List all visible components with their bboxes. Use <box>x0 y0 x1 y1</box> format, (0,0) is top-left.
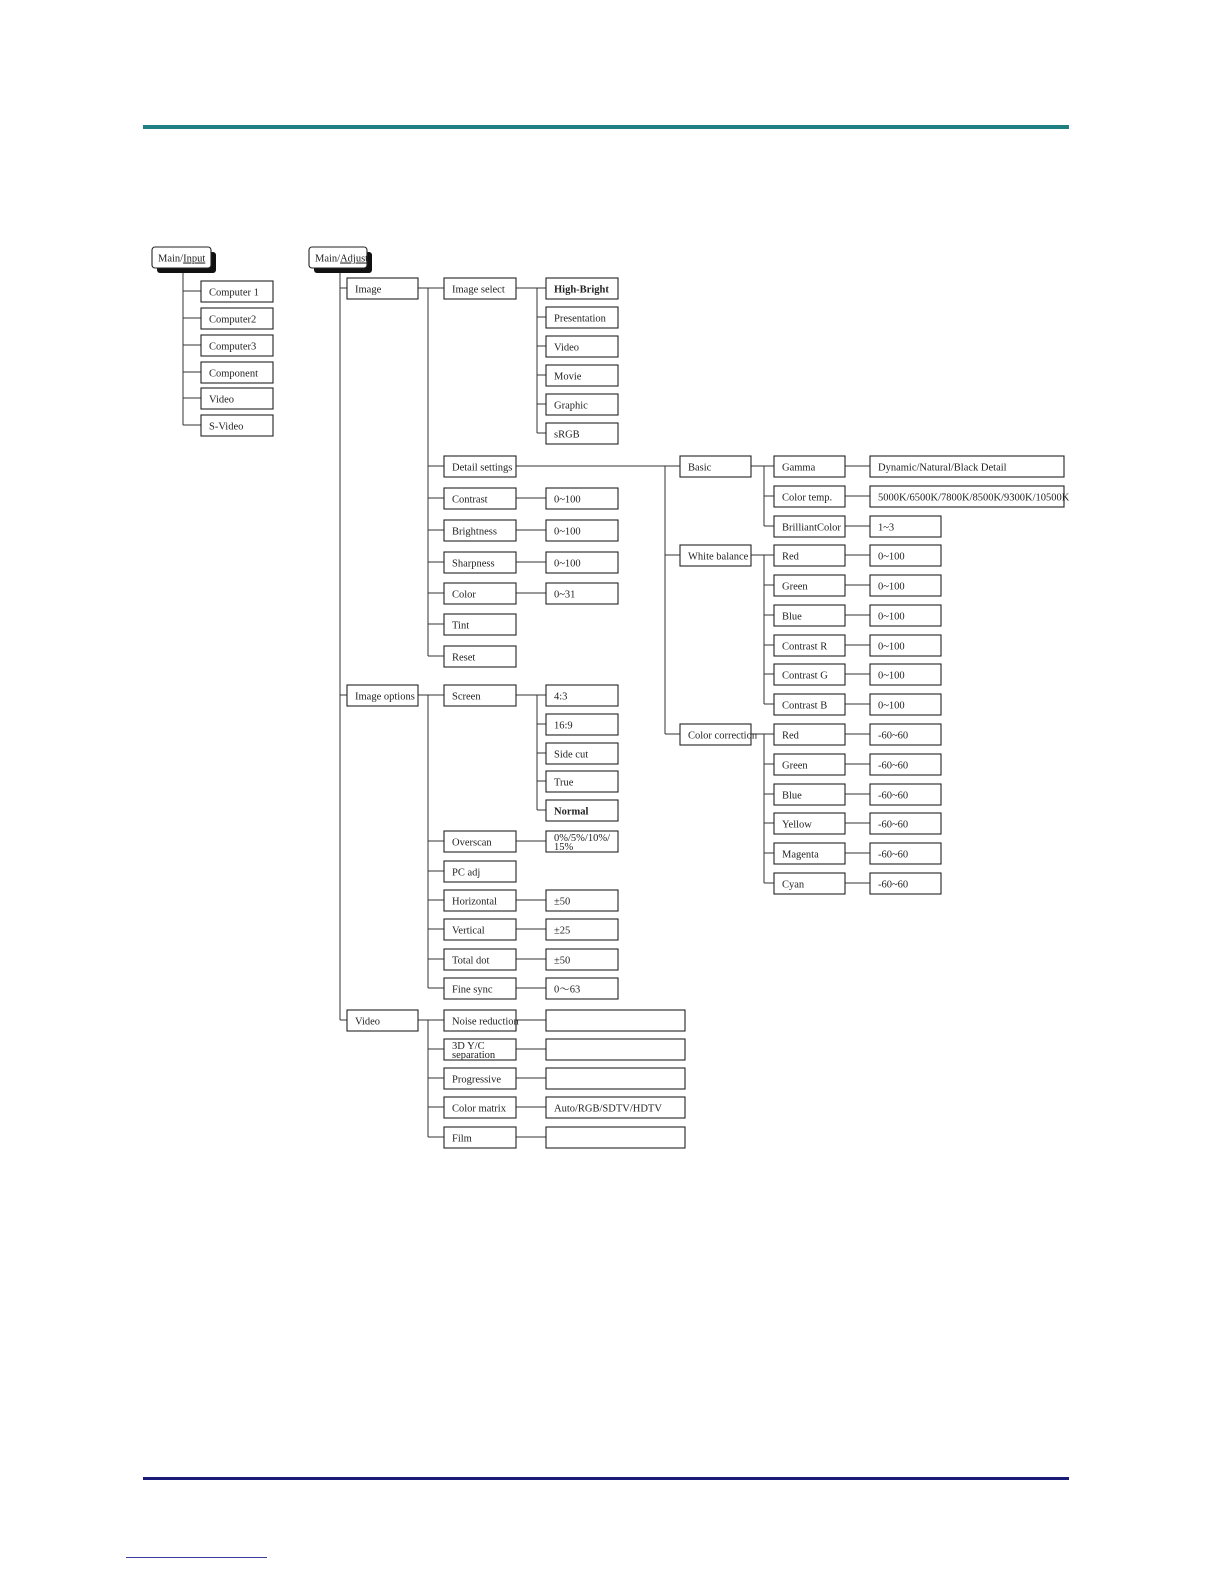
video-value-3d-y-c-separation-frame <box>546 1039 685 1060</box>
video-value-progressive-frame <box>546 1068 685 1089</box>
white-balance-item-green <box>774 575 845 596</box>
white-balance-item-contrast-g-label: Contrast G <box>782 670 828 682</box>
color-correction-item-red-label: Red <box>782 730 799 742</box>
value-total-dot-label: ±50 <box>554 955 571 967</box>
menu-horizontal-label: Horizontal <box>452 896 497 908</box>
menu-basic-label: Basic <box>688 462 712 474</box>
menu-vertical-label: Vertical <box>452 925 485 937</box>
main-input-root-prefix: Main/ <box>158 253 184 265</box>
video-item-noise-reduction <box>444 1010 520 1031</box>
white-balance-value-contrast-g-label: 0~100 <box>878 670 905 682</box>
input-item-computer2 <box>201 308 273 329</box>
image-select-option-graphic <box>546 394 618 415</box>
value-overscan-label: 0%/5%/10%/ <box>554 833 610 844</box>
screen-option-4-3-label: 4:3 <box>554 691 568 703</box>
menu-sharpness-label: Sharpness <box>452 558 495 570</box>
menu-image <box>347 278 418 299</box>
image-select-option-graphic-label: Graphic <box>554 400 588 412</box>
value-total-dot <box>546 949 618 970</box>
video-value-film-frame <box>546 1127 685 1148</box>
value-vertical-label: ±25 <box>554 925 571 937</box>
white-balance-item-green-label: Green <box>782 581 808 593</box>
screen-option-16-9-label: 16:9 <box>554 720 573 732</box>
white-balance-value-contrast-r-label: 0~100 <box>878 641 905 653</box>
menu-contrast-label: Contrast <box>452 494 488 506</box>
menu-detail-settings-label: Detail settings <box>452 462 513 474</box>
white-balance-item-contrast-r <box>774 635 845 656</box>
input-item-component-label: Component <box>209 368 258 380</box>
menu-fine-sync-label: Fine sync <box>452 984 493 996</box>
menu-overscan-label: Overscan <box>452 837 492 849</box>
video-item-color-matrix-label: Color matrix <box>452 1103 506 1115</box>
color-correction-value-blue <box>870 784 941 805</box>
menu-image-select-label: Image select <box>452 284 505 296</box>
video-item-progressive <box>444 1068 516 1089</box>
input-item-computer3 <box>201 335 273 356</box>
white-balance-value-blue <box>870 605 941 626</box>
color-correction-value-magenta <box>870 843 941 864</box>
image-select-option-srgb-label: sRGB <box>554 429 580 441</box>
image-select-option-srgb <box>546 423 618 444</box>
basic-value-brilliantcolor <box>870 516 941 537</box>
menu-reset <box>444 646 516 667</box>
menu-contrast <box>444 488 516 509</box>
color-correction-value-yellow-label: -60~60 <box>878 819 909 831</box>
main-input-root <box>152 247 216 273</box>
color-correction-value-cyan-label: -60~60 <box>878 879 909 891</box>
value-color <box>546 583 618 604</box>
menu-brightness-label: Brightness <box>452 526 497 538</box>
value-sharpness <box>546 552 618 573</box>
video-value-film <box>0 0 685 1148</box>
video-item-progressive-label: Progressive <box>452 1074 501 1086</box>
value-color-label: 0~31 <box>554 589 576 601</box>
input-item-computer-1 <box>201 281 273 302</box>
menu-pc-adj-label: PC adj <box>452 867 481 879</box>
image-select-option-presentation-label: Presentation <box>554 313 606 325</box>
menu-screen <box>444 685 516 706</box>
value-overscan-label: 15% <box>554 842 574 853</box>
menu-image-options <box>347 685 418 706</box>
main-adjust-root-menu-name: Adjust <box>340 253 369 265</box>
main-input-root-label <box>158 254 205 265</box>
video-item-3d-y-c-separation <box>444 1039 516 1061</box>
video-item-film <box>444 1127 516 1148</box>
color-correction-value-red-label: -60~60 <box>878 730 909 742</box>
image-select-option-presentation <box>546 307 618 328</box>
white-balance-item-contrast-g <box>774 664 845 685</box>
menu-horizontal <box>444 890 516 911</box>
menu-color-correction <box>680 724 758 745</box>
menu-color-label: Color <box>452 589 476 601</box>
menu-tint <box>444 614 516 635</box>
white-balance-value-contrast-b <box>870 694 941 715</box>
value-overscan <box>546 831 618 853</box>
screen-option-side-cut <box>546 743 618 764</box>
color-correction-item-green-label: Green <box>782 760 808 772</box>
color-correction-item-yellow-label: Yellow <box>782 819 812 831</box>
color-correction-value-blue-label: -60~60 <box>878 790 909 802</box>
image-select-option-video <box>546 336 618 357</box>
color-correction-item-yellow <box>774 813 845 834</box>
video-item-3d-y-c-separation-label: separation <box>452 1050 496 1061</box>
color-correction-value-magenta-label: -60~60 <box>878 849 909 861</box>
basic-value-gamma <box>870 456 1064 477</box>
white-balance-value-contrast-b-label: 0~100 <box>878 700 905 712</box>
video-value-noise-reduction <box>0 0 685 1031</box>
menu-reset-label: Reset <box>452 652 476 664</box>
tree-connectors <box>183 268 870 1137</box>
basic-value-gamma-label: Dynamic/Natural/Black Detail <box>878 462 1007 474</box>
color-correction-value-green <box>870 754 941 775</box>
color-correction-item-cyan-label: Cyan <box>782 879 805 891</box>
white-balance-value-green-label: 0~100 <box>878 581 905 593</box>
color-correction-item-magenta-label: Magenta <box>782 849 819 861</box>
value-brightness-label: 0~100 <box>554 526 581 538</box>
basic-value-color-temp <box>870 486 1070 507</box>
main-adjust-root-label <box>315 254 368 265</box>
menu-sharpness <box>444 552 516 573</box>
value-vertical <box>546 919 618 940</box>
menu-brightness <box>444 520 516 541</box>
input-item-s-video <box>201 415 273 436</box>
menu-basic <box>680 456 751 477</box>
main-adjust-root-prefix: Main/ <box>315 253 341 265</box>
menu-white-balance-label: White balance <box>688 551 749 563</box>
white-balance-item-red-label: Red <box>782 551 799 563</box>
main-input-root-menu-name: Input <box>183 253 206 265</box>
image-select-option-movie-label: Movie <box>554 371 582 383</box>
screen-option-true <box>546 771 618 792</box>
image-select-option-high-bright <box>546 278 618 299</box>
screen-option-true-label: True <box>554 777 574 789</box>
video-value-color-matrix <box>546 1097 685 1118</box>
input-item-s-video-label: S-Video <box>209 421 244 433</box>
white-balance-item-contrast-b-label: Contrast B <box>782 700 828 712</box>
basic-item-brilliantcolor-label: BrilliantColor <box>782 522 841 534</box>
menu-image-select <box>444 278 516 299</box>
menu-color-correction-label: Color correction <box>688 730 758 742</box>
menu-white-balance <box>680 545 751 566</box>
menu-detail-settings <box>444 456 516 477</box>
white-balance-item-blue <box>774 605 845 626</box>
color-correction-value-cyan <box>870 873 941 894</box>
menu-total-dot-label: Total dot <box>452 955 490 967</box>
white-balance-value-contrast-r <box>870 635 941 656</box>
input-item-video-label: Video <box>209 394 235 406</box>
input-item-video <box>201 388 273 409</box>
color-correction-value-yellow <box>870 813 941 834</box>
value-fine-sync <box>546 978 618 999</box>
white-balance-item-red <box>774 545 845 566</box>
footer-link-underline <box>126 1557 267 1558</box>
color-correction-item-red <box>774 724 845 745</box>
menu-tint-label: Tint <box>452 620 470 632</box>
value-sharpness-label: 0~100 <box>554 558 581 570</box>
menu-video <box>347 1010 418 1031</box>
image-select-option-video-label: Video <box>554 342 580 354</box>
menu-image-options-label: Image options <box>355 691 415 703</box>
image-select-option-movie <box>546 365 618 386</box>
footer-rule <box>143 1477 1069 1480</box>
color-correction-item-cyan <box>774 873 845 894</box>
basic-item-gamma <box>774 456 845 477</box>
video-item-color-matrix <box>444 1097 516 1118</box>
video-value-noise-reduction-frame <box>546 1010 685 1031</box>
basic-value-color-temp-label: 5000K/6500K/7800K/8500K/9300K/10500K <box>878 492 1070 504</box>
menu-pc-adj <box>444 861 516 882</box>
menu-video-label: Video <box>355 1016 381 1028</box>
menu-vertical <box>444 919 516 940</box>
color-correction-value-red <box>870 724 941 745</box>
video-item-film-label: Film <box>452 1133 472 1145</box>
input-item-computer3-label: Computer3 <box>209 341 257 353</box>
menu-color <box>444 583 516 604</box>
color-correction-item-blue <box>774 784 845 805</box>
menu-total-dot <box>444 949 516 970</box>
value-contrast <box>546 488 618 509</box>
video-item-noise-reduction-label: Noise reduction <box>452 1016 519 1028</box>
white-balance-value-green <box>870 575 941 596</box>
white-balance-item-contrast-r-label: Contrast R <box>782 641 828 653</box>
color-correction-item-green <box>774 754 845 775</box>
color-correction-value-green-label: -60~60 <box>878 760 909 772</box>
value-horizontal <box>546 890 618 911</box>
value-brightness <box>546 520 618 541</box>
basic-item-color-temp <box>774 486 845 507</box>
input-item-computer2-label: Computer2 <box>209 314 257 326</box>
screen-option-4-3 <box>546 685 618 706</box>
screen-option-normal-label: Normal <box>554 806 589 818</box>
color-correction-item-magenta <box>774 843 845 864</box>
white-balance-value-contrast-g <box>870 664 941 685</box>
value-horizontal-label: ±50 <box>554 896 571 908</box>
basic-item-brilliantcolor <box>774 516 845 537</box>
menu-overscan <box>444 831 516 852</box>
video-item-3d-y-c-separation-label: 3D Y/C <box>452 1041 485 1052</box>
white-balance-value-red <box>870 545 941 566</box>
menu-image-label: Image <box>355 284 382 296</box>
white-balance-item-blue-label: Blue <box>782 611 802 623</box>
value-fine-sync-label: 0～63 <box>554 984 581 996</box>
video-value-color-matrix-label: Auto/RGB/SDTV/HDTV <box>554 1103 662 1115</box>
basic-item-gamma-label: Gamma <box>782 462 816 474</box>
input-item-computer-1-label: Computer 1 <box>209 287 259 299</box>
menu-fine-sync <box>444 978 516 999</box>
input-item-component <box>201 362 273 383</box>
white-balance-item-contrast-b <box>774 694 845 715</box>
white-balance-value-blue-label: 0~100 <box>878 611 905 623</box>
basic-value-brilliantcolor-label: 1~3 <box>878 522 895 534</box>
white-balance-value-red-label: 0~100 <box>878 551 905 563</box>
main-adjust-root <box>309 247 372 273</box>
menu-screen-label: Screen <box>452 691 481 703</box>
color-correction-item-blue-label: Blue <box>782 790 802 802</box>
screen-option-normal <box>546 800 618 821</box>
screen-option-side-cut-label: Side cut <box>554 749 589 761</box>
image-select-option-high-bright-label: High-Bright <box>554 284 609 296</box>
basic-item-color-temp-label: Color temp. <box>782 492 833 504</box>
value-contrast-label: 0~100 <box>554 494 581 506</box>
screen-option-16-9 <box>546 714 618 735</box>
